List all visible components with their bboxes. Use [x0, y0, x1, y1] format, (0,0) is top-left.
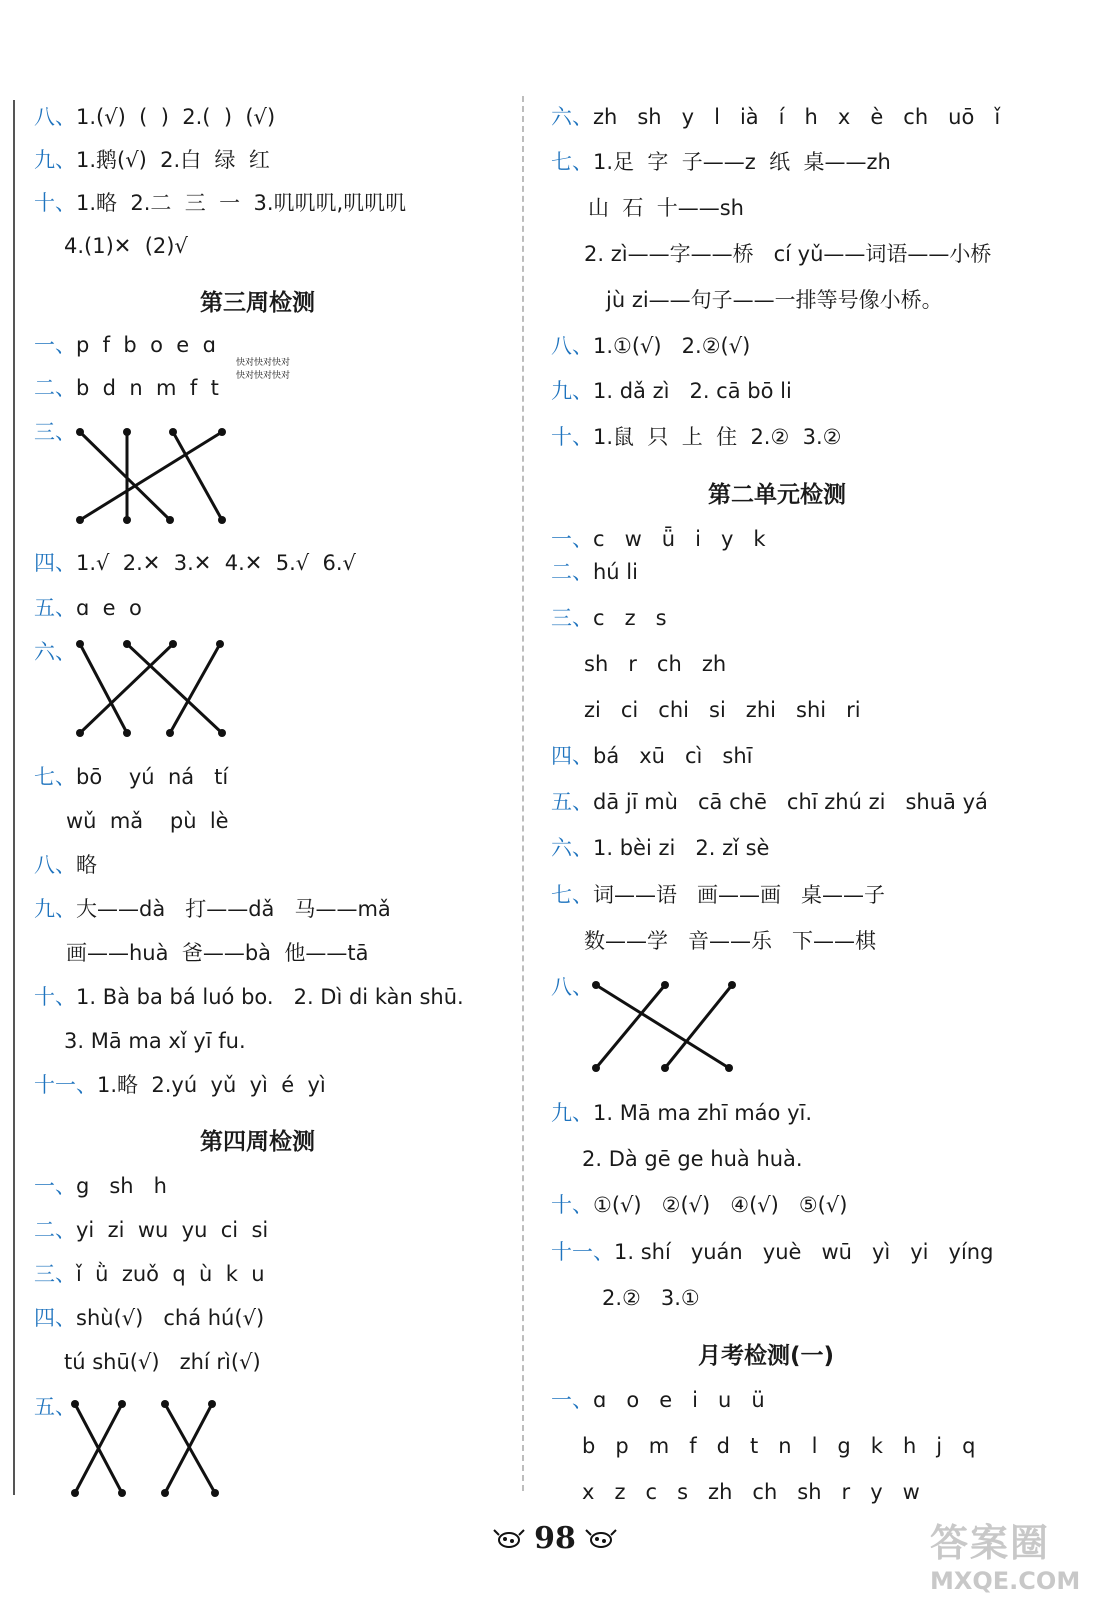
- page-number-text: 98: [534, 1520, 576, 1556]
- match-dot: [661, 981, 669, 989]
- match-dot: [166, 516, 174, 524]
- answer-line: x z c s zh ch sh r y w: [582, 1480, 920, 1504]
- answer-line: 3. Mā ma xǐ yī fu.: [64, 1029, 246, 1053]
- answer-line: 一、c w ǖ i y k: [551, 527, 766, 551]
- section-heading-week4: 第四周检测: [200, 1129, 315, 1155]
- page-number: [485, 1518, 625, 1558]
- answer-line: 一、ɑ o e i u ü: [551, 1388, 765, 1412]
- match-dot: [218, 516, 226, 524]
- answer-line: b p m f d t n l g k h j q: [582, 1434, 976, 1458]
- match-dot: [76, 729, 84, 737]
- answer-line: 4.(1)✕ (2)√: [64, 234, 188, 258]
- answer-line: 八、1.(√) ( ) 2.( ) (√): [34, 105, 276, 129]
- answer-line: 2. zì——字——桥 cí yǔ——词语——小桥: [584, 242, 992, 266]
- match-dot: [118, 1489, 126, 1497]
- answer-line: 三、ǐ ǜ zuǒ q ù k u: [34, 1262, 265, 1286]
- answer-line: wǔ mǎ pù lè: [66, 809, 229, 833]
- answer-line: 四、shù(√) chá hú(√): [34, 1306, 265, 1330]
- match-dot: [661, 1064, 669, 1072]
- answer-line: 一、g sh h: [34, 1174, 167, 1198]
- match-dot: [592, 1064, 600, 1072]
- section-heading-unit2: 第二单元检测: [708, 482, 846, 508]
- watermark-site-text: MXQE.COM: [930, 1567, 1081, 1595]
- answer-line: 八、: [551, 975, 593, 999]
- answer-line: 九、1.鹅(√) 2.白 绿 红: [34, 148, 270, 172]
- answer-line: 十、1. Bà ba bá luó bo. 2. Dì di kàn shū.: [34, 985, 464, 1009]
- match-dot: [728, 981, 736, 989]
- answer-line: 二、hú li: [551, 560, 638, 584]
- answer-line: 七、词——语 画——画 桌——子: [551, 883, 886, 907]
- match-dot: [211, 1489, 219, 1497]
- watermark-note: 快对快对快对: [236, 358, 291, 368]
- answer-line: 三、: [34, 420, 76, 444]
- answer-line: 2. Dà gē ge huà huà.: [582, 1147, 803, 1171]
- answer-line: 十、①(√) ②(√) ④(√) ⑤(√): [551, 1193, 848, 1217]
- section-heading-week3: 第三周检测: [200, 290, 315, 316]
- match-line: [596, 985, 665, 1068]
- answer-line: 十一、1. shí yuán yuè wū yì yi yíng: [551, 1240, 994, 1264]
- watermark-logo-text: 答案圈: [930, 1521, 1051, 1565]
- match-dot: [161, 1400, 169, 1408]
- answer-line: 五、ɑ e o: [34, 596, 142, 620]
- answer-line: tú shū(√) zhí rì(√): [64, 1350, 261, 1374]
- match-dot: [725, 1064, 733, 1072]
- answer-line: 五、dā jī mù cā chē chī zhú zi shuā yá: [551, 790, 988, 814]
- match-line: [80, 432, 170, 520]
- match-dot: [123, 428, 131, 436]
- bug-decoration-icon: [584, 1526, 618, 1550]
- answer-line: 六、zh sh y l ià í h x è ch uō ǐ: [551, 105, 1001, 129]
- answer-line: 二、b d n m f t: [34, 376, 219, 400]
- match-dot: [216, 640, 224, 648]
- answer-line: 九、1. dǎ zì 2. cā bō li: [551, 379, 792, 403]
- section-heading-monthly-test: 月考检测(一): [698, 1343, 835, 1369]
- match-dot: [71, 1489, 79, 1497]
- match-dot: [76, 516, 84, 524]
- match-dot: [123, 729, 131, 737]
- answer-line: 八、略: [34, 853, 97, 877]
- match-dot: [592, 981, 600, 989]
- answer-line: 画——huà 爸——bà 他——tā: [66, 941, 369, 965]
- match-line: [596, 985, 729, 1068]
- match-line: [170, 644, 220, 733]
- match-dot: [76, 428, 84, 436]
- answer-line: 九、1. Mā ma zhī máo yī.: [551, 1101, 813, 1125]
- watermark-note: 快对快对快对: [236, 371, 291, 381]
- match-dot: [166, 729, 174, 737]
- match-dot: [123, 516, 131, 524]
- match-dot: [161, 1489, 169, 1497]
- match-line: [665, 985, 732, 1068]
- match-dot: [169, 428, 177, 436]
- answer-line: 二、yi zi wu yu ci si: [34, 1218, 269, 1242]
- match-dot: [218, 729, 226, 737]
- match-dot: [169, 640, 177, 648]
- match-dot: [218, 428, 226, 436]
- match-dot: [118, 1400, 126, 1408]
- answer-line: 六、: [34, 640, 76, 664]
- answer-line: 十、1.鼠 只 上 住 2.② 3.②: [551, 425, 842, 449]
- match-line: [80, 644, 173, 733]
- answer-line: 十、1.略 2.二 三 一 3.叽叽叽,叽叽叽: [34, 191, 407, 215]
- answer-line: 五、: [34, 1395, 76, 1419]
- match-line: [80, 644, 127, 733]
- match-line: [173, 432, 222, 520]
- answer-line: 三、c z s: [551, 606, 667, 630]
- answer-line: 山 石 十——sh: [588, 196, 744, 220]
- bug-decoration-icon: [492, 1526, 526, 1550]
- answer-line: 一、p f b o e ɑ: [34, 333, 216, 357]
- answer-line: 数——学 音——乐 下——棋: [584, 929, 877, 953]
- answer-line: 四、bá xū cì shī: [551, 744, 753, 768]
- answer-line: 八、1.①(√) 2.②(√): [551, 334, 751, 358]
- answer-line: jù zi——句子——一排等号像小桥。: [606, 288, 943, 312]
- match-line: [80, 432, 222, 520]
- answer-line: 七、bō yú ná tí: [34, 765, 229, 789]
- match-dot: [123, 640, 131, 648]
- answer-line: 十一、1.略 2.yú yǔ yì é yì: [34, 1073, 326, 1097]
- answer-line: 2.② 3.①: [602, 1286, 700, 1310]
- answer-line: 七、1.足 字 子——z 纸 桌——zh: [551, 150, 891, 174]
- answer-line: 九、大——dà 打——dǎ 马——mǎ: [34, 897, 391, 921]
- match-line: [127, 644, 222, 733]
- watermark: [930, 1521, 1081, 1596]
- answer-line: zi ci chi si zhi shi ri: [584, 698, 861, 722]
- match-dot: [208, 1400, 216, 1408]
- answer-line: sh r ch zh: [584, 652, 727, 676]
- answer-line: 六、1. bèi zi 2. zǐ sè: [551, 836, 770, 860]
- answer-line: 四、1.√ 2.✕ 3.✕ 4.✕ 5.√ 6.√: [34, 551, 356, 575]
- match-dot: [76, 640, 84, 648]
